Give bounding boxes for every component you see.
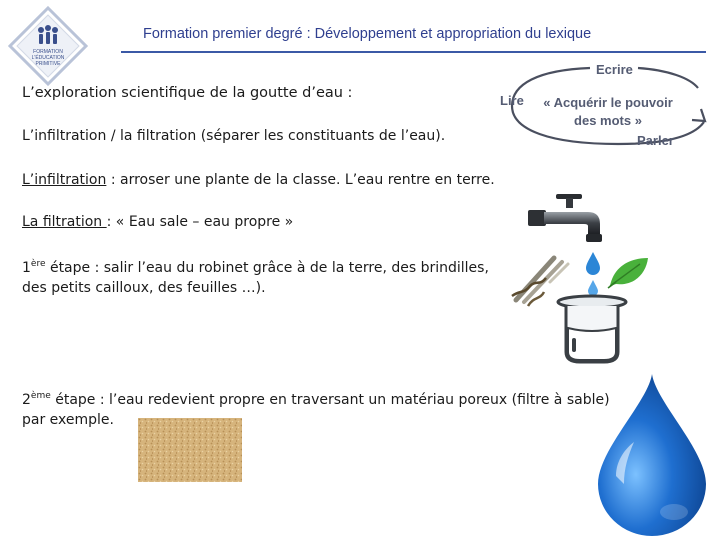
logo-text-2: L'ÉDUCATION xyxy=(31,55,65,61)
step-2-text-line1: étape : l’eau redevient propre en traversant un matériau poreux (filtre à sable) xyxy=(50,392,610,408)
filtration-definition: : « Eau sale – eau propre » xyxy=(106,214,294,230)
filtration-term: La filtration xyxy=(22,214,107,230)
step-1 xyxy=(22,254,489,298)
section-title: L’exploration scientifique de la goutte d’eau : xyxy=(22,85,353,101)
step-2-number: 2 xyxy=(22,392,31,408)
step-2-text-line2: par exemple. xyxy=(22,412,114,428)
step-1-ordinal: ère xyxy=(30,259,46,269)
step-1-number: 1 xyxy=(22,260,31,276)
leaf-icon xyxy=(606,256,650,290)
logo-text-3: PRIMITIVE xyxy=(35,61,61,67)
lexicon-write-label: Ecrire xyxy=(596,62,633,77)
step-2-ordinal: ème xyxy=(30,391,51,401)
logo-text-1: FORMATION xyxy=(33,49,63,55)
logo xyxy=(8,6,88,86)
page-header-title: Formation premier degré : Développement et appropriation du lexique xyxy=(143,26,592,42)
infiltration-term: L’infiltration xyxy=(22,172,107,188)
step-1-text-line1: étape : salir l’eau du robinet grâce à de la terre, des brindilles, xyxy=(45,260,489,276)
step-1-text-line2: des petits cailloux, des feuilles …). xyxy=(22,280,266,296)
lexicon-slogan-line1: « Acquérir le pouvoir xyxy=(543,95,673,110)
lexicon-slogan-line2: des mots » xyxy=(574,113,642,128)
lexicon-read-label: Lire xyxy=(500,93,524,108)
intro-line: L’infiltration / la filtration (séparer les constituants de l’eau). xyxy=(22,128,446,144)
water-drop-icon xyxy=(590,372,712,538)
header-divider xyxy=(121,51,706,53)
beaker-icon xyxy=(552,294,632,364)
lexicon-slogan xyxy=(528,94,688,130)
filtration-line xyxy=(22,212,293,232)
infiltration-line xyxy=(22,170,495,190)
sand-image xyxy=(138,418,242,482)
step-2 xyxy=(22,386,610,430)
infiltration-definition: : arroser une plante de la classe. L’eau rentre en terre. xyxy=(106,172,495,188)
water-drops-icon xyxy=(580,250,606,298)
lexicon-speak-label: Parler xyxy=(637,133,674,148)
